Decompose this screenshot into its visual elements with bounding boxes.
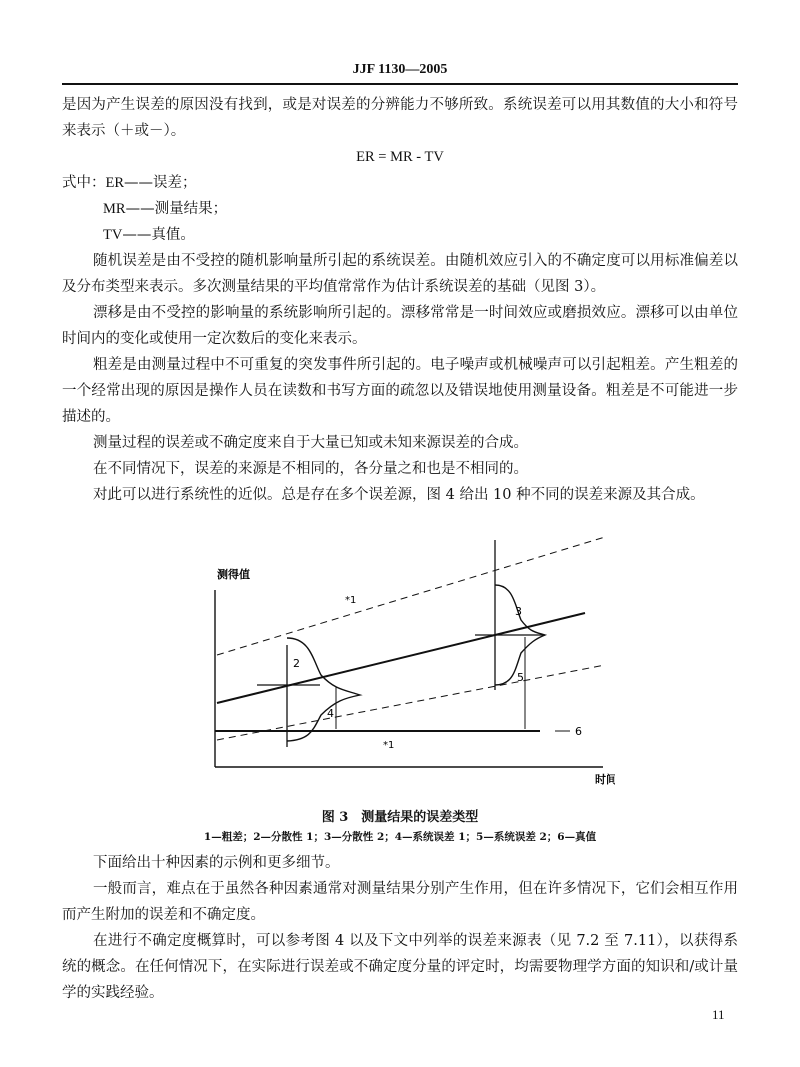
page-number: 11 xyxy=(712,1007,725,1022)
paragraph-budget: 在进行不确定度概算时，可以参考图 4 以及下文中列举的误差来源表（见 7.2 至 7.11），以获得系统的概念。在任何情况下，在实际进行误差或不确定度分量的评定时，均需要物理学方面的知识和/或计量学的实践经验。 xyxy=(62,933,738,1001)
paragraph-random-error: 随机误差是由不受控的随机影响量所引起的系统误差。由随机效应引入的不确定度可以用标准偏差以及分布类型来表示。多次测量结果的平均值常常作为估计系统误差的基础（见图 3）。 xyxy=(62,253,738,295)
figure-caption: 图 3 测量结果的误差类型 xyxy=(321,810,479,825)
y-axis-label: 测得值 xyxy=(217,568,250,581)
definition-line-tv xyxy=(62,222,738,248)
definition-term: TV xyxy=(103,227,123,243)
text-block-top xyxy=(62,92,738,508)
drift-line xyxy=(217,613,585,703)
x-axis-label: 时间 xyxy=(595,773,615,786)
mark-3: 3 xyxy=(515,605,522,618)
paragraph-drift: 漂移是由不受控的影响量的系统影响所引起的。漂移常常是一时间效应或磨损效应。漂移可以由单位时间内的变化或使用一定次数后的变化来表示。 xyxy=(62,305,738,347)
distribution-curve-1 xyxy=(287,638,360,741)
definition-term: MR xyxy=(103,201,126,217)
header-rule xyxy=(62,83,738,85)
paragraph-ten-factors: 下面给出十种因素的示例和更多细节。 xyxy=(93,855,340,871)
figure-legend: 1—粗差；2—分散性 1；3—分散性 2；4—系统误差 1；5—系统误差 2；6—真值 xyxy=(203,831,597,843)
document-header: JJF 1130—2005 xyxy=(352,62,448,77)
definition-desc: ——误差； xyxy=(124,175,197,191)
definition-term: ER xyxy=(105,175,125,191)
mark-6: 6 xyxy=(575,725,582,738)
definition-intro: 式中： xyxy=(62,175,106,191)
mark-5: 5 xyxy=(517,671,524,684)
paragraph-continuation: 是因为产生误差的原因没有找到，或是对误差的分辨能力不够所致。系统误差可以用其数值的大小和符号来表示（＋或－）。 xyxy=(62,97,738,139)
paragraph-gross-error: 粗差是由测量过程中不可重复的突发事件所引起的。电子噪声或机械噪声可以引起粗差。产生粗差的一个经常出现的原因是操作人员在读数和书写方面的疏忽以及错误地使用测量设备。粗差是不可能进一步描述的。 xyxy=(62,357,738,425)
paragraph-sources: 在不同情况下，误差的来源是不相同的，各分量之和也是不相同的。 xyxy=(93,461,528,477)
formula: ER = MR - TV xyxy=(356,149,444,165)
figure-diagram xyxy=(195,535,615,795)
definition-desc: ——真值。 xyxy=(122,227,195,243)
paragraph-approximation: 对此可以进行系统性的近似。总是存在多个误差源，图 4 给出 10 种不同的误差来源及其合成。 xyxy=(93,487,705,503)
mark-2: 2 xyxy=(293,657,300,670)
paragraph-composition: 测量过程的误差或不确定度来自于大量已知或未知来源误差的合成。 xyxy=(93,435,528,451)
definition-line-er xyxy=(62,170,738,196)
definition-desc: ——测量结果； xyxy=(125,201,228,217)
paragraph-interaction: 一般而言，难点在于虽然各种因素通常对测量结果分别产生作用，但在许多情况下，它们会相互作用而产生附加的误差和不确定度。 xyxy=(62,881,738,923)
upper-dashed-bound xyxy=(217,537,605,655)
mark-1-upper: *1 xyxy=(345,595,357,606)
text-block-bottom xyxy=(62,850,738,1006)
definition-line-mr xyxy=(62,196,738,222)
mark-1-lower: *1 xyxy=(383,740,395,751)
lower-dashed-bound xyxy=(217,665,605,740)
figure-3-error-types xyxy=(195,535,615,795)
mark-4: 4 xyxy=(327,707,334,720)
